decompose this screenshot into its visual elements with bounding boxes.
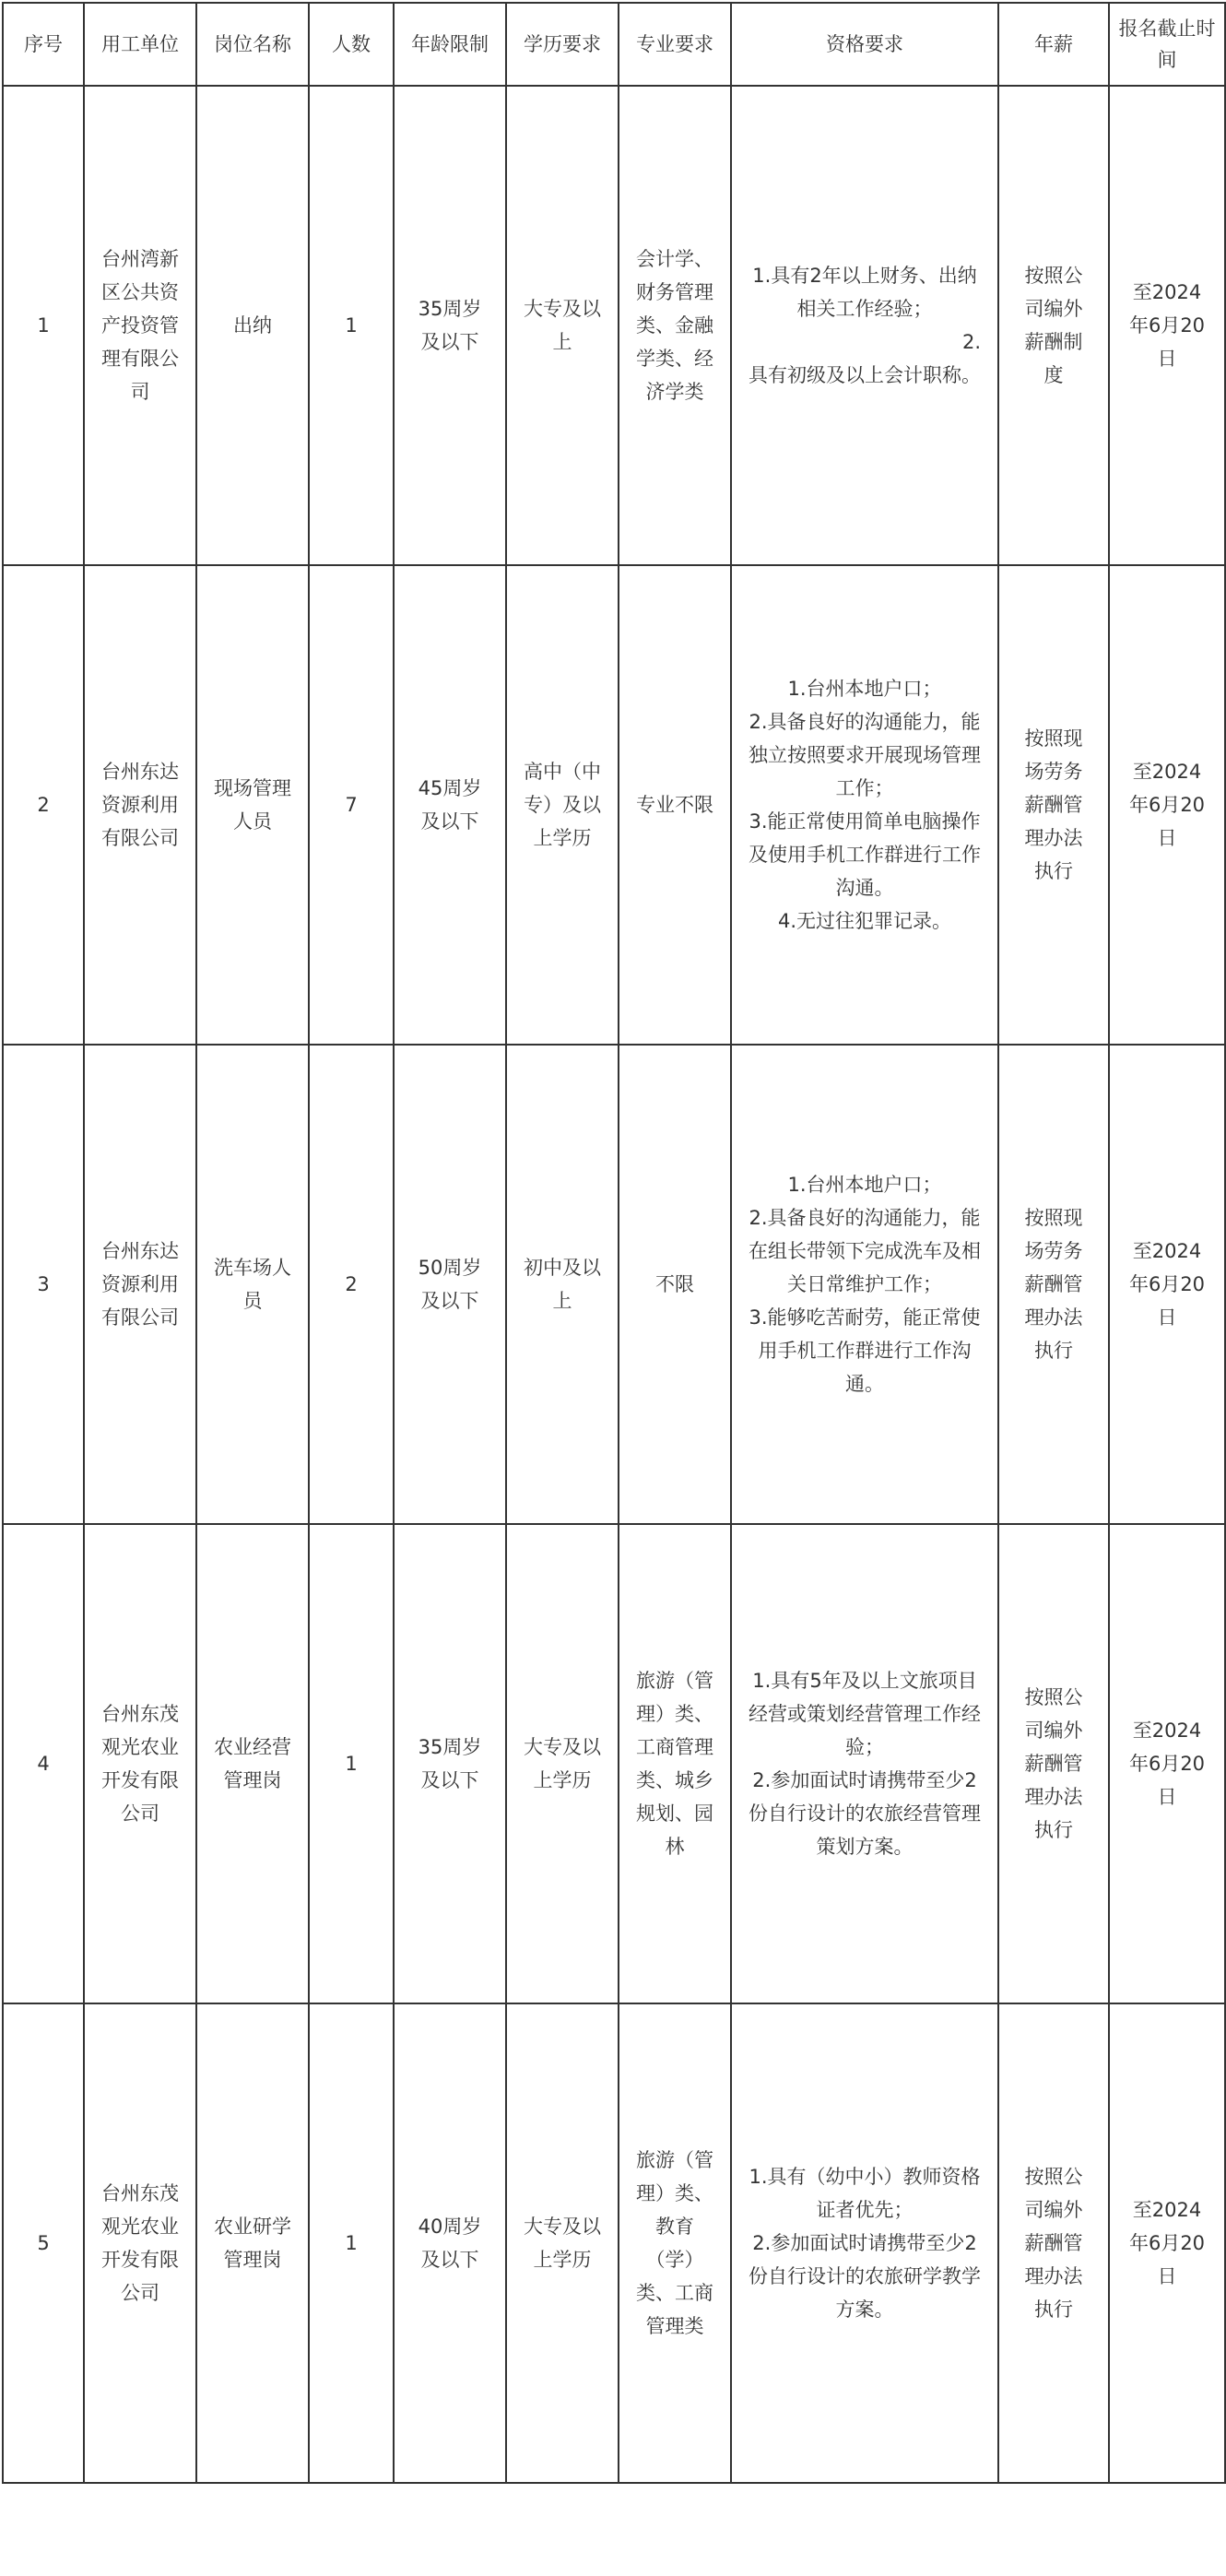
cell-qualifications	[731, 86, 998, 565]
header-no: 序号	[3, 3, 84, 86]
cell-salary: 按照公司编外薪酬制度	[998, 86, 1109, 565]
header-unit: 用工单位	[84, 3, 196, 86]
qualification-line: 1.台州本地户口；	[787, 678, 942, 700]
cell-no: 5	[3, 2003, 84, 2483]
header-age: 年龄限制	[394, 3, 506, 86]
cell-post: 农业研学管理岗	[196, 2003, 309, 2483]
header-education: 学历要求	[506, 3, 619, 86]
qualification-line: 1.台州本地户口；	[787, 1174, 942, 1196]
cell-deadline: 至2024年6月20日	[1109, 86, 1225, 565]
cell-post: 农业经营管理岗	[196, 1524, 309, 2003]
header-count: 人数	[309, 3, 394, 86]
header-major: 专业要求	[619, 3, 731, 86]
qualification-line: 3.能正常使用简单电脑操作及使用手机工作群进行工作沟通。	[749, 810, 981, 899]
cell-unit: 台州东茂观光农业开发有限公司	[84, 1524, 196, 2003]
cell-major: 旅游（管理）类、工商管理类、城乡规划、园林	[619, 1524, 731, 2003]
qualification-line: 4.无过往犯罪记录。	[777, 910, 952, 932]
qualification-line: 具有初级及以上会计职称。	[749, 364, 981, 386]
table-header-row	[3, 3, 1225, 86]
cell-age: 35周岁及以下	[394, 1524, 506, 2003]
cell-deadline: 至2024年6月20日	[1109, 565, 1225, 1045]
header-qualifications: 资格要求	[731, 3, 998, 86]
cell-salary: 按照现场劳务薪酬管理办法执行	[998, 1045, 1109, 1524]
cell-education: 初中及以上	[506, 1045, 619, 1524]
cell-salary: 按照现场劳务薪酬管理办法执行	[998, 565, 1109, 1045]
table-row	[3, 565, 1225, 1045]
qualification-line: 2.具备良好的沟通能力，能在组长带领下完成洗车及相关日常维护工作；	[749, 1207, 981, 1295]
cell-count: 7	[309, 565, 394, 1045]
qualification-line: 1.具有2年以上财务、出纳相关工作经验；	[752, 265, 977, 320]
cell-no: 2	[3, 565, 84, 1045]
cell-unit: 台州湾新区公共资产投资管理有限公司	[84, 86, 196, 565]
header-salary: 年薪	[998, 3, 1109, 86]
cell-salary: 按照公司编外薪酬管理办法执行	[998, 2003, 1109, 2483]
cell-unit: 台州东达资源利用有限公司	[84, 565, 196, 1045]
qualification-line: 1.具有（幼中小）教师资格证者优先；	[749, 2166, 981, 2221]
qualification-line: 2.参加面试时请携带至少2份自行设计的农旅研学教学方案。	[749, 2232, 981, 2321]
cell-deadline: 至2024年6月20日	[1109, 1045, 1225, 1524]
cell-post: 洗车场人员	[196, 1045, 309, 1524]
qualification-line: 2.参加面试时请携带至少2份自行设计的农旅经营管理策划方案。	[749, 1769, 981, 1858]
cell-salary: 按照公司编外薪酬管理办法执行	[998, 1524, 1109, 2003]
cell-age: 45周岁及以下	[394, 565, 506, 1045]
cell-major: 会计学、财务管理类、金融学类、经济学类	[619, 86, 731, 565]
cell-education: 大专及以上	[506, 86, 619, 565]
cell-age: 35周岁及以下	[394, 86, 506, 565]
cell-no: 3	[3, 1045, 84, 1524]
qualification-line: 3.能够吃苦耐劳，能正常使用手机工作群进行工作沟通。	[749, 1306, 981, 1395]
recruitment-table	[2, 2, 1226, 2484]
cell-major: 不限	[619, 1045, 731, 1524]
cell-post: 现场管理人员	[196, 565, 309, 1045]
cell-qualifications	[731, 2003, 998, 2483]
cell-qualifications	[731, 565, 998, 1045]
cell-age: 50周岁及以下	[394, 1045, 506, 1524]
cell-count: 1	[309, 2003, 394, 2483]
cell-count: 1	[309, 1524, 394, 2003]
cell-major: 专业不限	[619, 565, 731, 1045]
cell-qualifications	[731, 1045, 998, 1524]
cell-unit: 台州东达资源利用有限公司	[84, 1045, 196, 1524]
cell-education: 大专及以上学历	[506, 2003, 619, 2483]
cell-major: 旅游（管理）类、教育（学）类、工商管理类	[619, 2003, 731, 2483]
cell-count: 2	[309, 1045, 394, 1524]
cell-education: 大专及以上学历	[506, 1524, 619, 2003]
cell-education: 高中（中专）及以上学历	[506, 565, 619, 1045]
cell-qualifications	[731, 1524, 998, 2003]
cell-post: 出纳	[196, 86, 309, 565]
cell-age: 40周岁及以下	[394, 2003, 506, 2483]
table-row	[3, 2003, 1225, 2483]
table-row	[3, 1524, 1225, 2003]
header-post: 岗位名称	[196, 3, 309, 86]
cell-deadline: 至2024年6月20日	[1109, 1524, 1225, 2003]
cell-unit: 台州东茂观光农业开发有限公司	[84, 2003, 196, 2483]
cell-no: 1	[3, 86, 84, 565]
cell-deadline: 至2024年6月20日	[1109, 2003, 1225, 2483]
header-deadline: 报名截止时间	[1109, 3, 1225, 86]
qualification-line: 2.具备良好的沟通能力，能独立按照要求开展现场管理工作；	[749, 711, 981, 799]
table-row	[3, 1045, 1225, 1524]
qualification-line: 1.具有5年及以上文旅项目经营或策划经营管理工作经验；	[749, 1670, 981, 1758]
qualification-line: 2.	[961, 331, 981, 353]
cell-no: 4	[3, 1524, 84, 2003]
table-row	[3, 86, 1225, 565]
cell-count: 1	[309, 86, 394, 565]
